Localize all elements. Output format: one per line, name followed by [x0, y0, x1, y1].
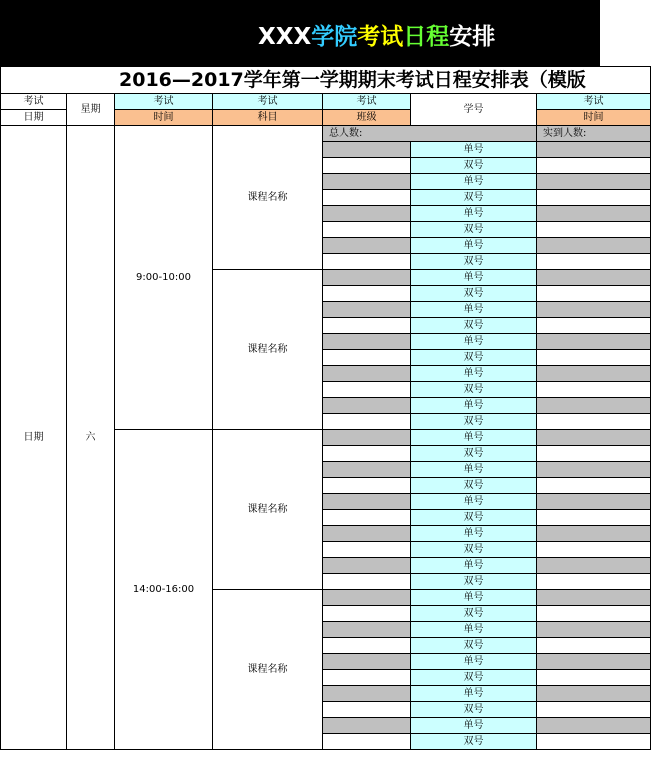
student-no-cell: 单号 — [411, 686, 537, 702]
student-no-cell: 双号 — [411, 638, 537, 654]
header-subject-top: 考试 — [213, 94, 323, 110]
header-time-bottom: 时间 — [115, 110, 213, 126]
exam-time-cell[interactable] — [537, 238, 651, 254]
student-no-cell: 单号 — [411, 302, 537, 318]
exam-time-cell[interactable] — [537, 494, 651, 510]
student-no-cell: 双号 — [411, 254, 537, 270]
class-cell[interactable] — [323, 254, 411, 270]
student-no-cell: 单号 — [411, 526, 537, 542]
class-cell[interactable] — [323, 734, 411, 750]
student-no-cell: 单号 — [411, 270, 537, 286]
exam-time-cell[interactable] — [537, 574, 651, 590]
exam-time-cell[interactable] — [537, 398, 651, 414]
class-cell[interactable] — [323, 222, 411, 238]
student-no-cell: 单号 — [411, 718, 537, 734]
student-no-cell: 单号 — [411, 590, 537, 606]
time-slot-cell: 14:00-16:00 — [115, 430, 213, 750]
student-no-cell: 双号 — [411, 702, 537, 718]
exam-time-cell[interactable] — [537, 414, 651, 430]
exam-time-cell[interactable] — [537, 382, 651, 398]
exam-time-cell[interactable] — [537, 334, 651, 350]
header-date-bottom: 日期 — [1, 110, 67, 126]
class-cell[interactable] — [323, 398, 411, 414]
class-cell[interactable] — [323, 334, 411, 350]
class-cell[interactable] — [323, 654, 411, 670]
student-no-cell: 双号 — [411, 734, 537, 750]
banner-title-xxx: XXX — [258, 24, 312, 50]
student-no-cell: 单号 — [411, 398, 537, 414]
exam-time-cell[interactable] — [537, 190, 651, 206]
exam-time-cell[interactable] — [537, 350, 651, 366]
class-cell[interactable] — [323, 382, 411, 398]
student-no-cell: 单号 — [411, 494, 537, 510]
class-cell[interactable] — [323, 350, 411, 366]
class-cell[interactable] — [323, 606, 411, 622]
class-cell[interactable] — [323, 302, 411, 318]
student-no-cell: 单号 — [411, 174, 537, 190]
banner-title-exam: 考试 — [357, 24, 404, 50]
banner-title-schedule: 日程 — [403, 24, 450, 50]
exam-time-cell[interactable] — [537, 174, 651, 190]
student-no-cell: 双号 — [411, 606, 537, 622]
header-time2-bottom: 时间 — [537, 110, 651, 126]
exam-time-cell[interactable] — [537, 542, 651, 558]
course-name-cell: 课程名称 — [213, 126, 323, 270]
student-no-cell: 单号 — [411, 206, 537, 222]
header-class-bottom: 班级 — [323, 110, 411, 126]
student-no-cell: 单号 — [411, 462, 537, 478]
exam-time-cell[interactable] — [537, 606, 651, 622]
class-cell[interactable] — [323, 686, 411, 702]
header-date-top: 考试 — [1, 94, 67, 110]
class-cell[interactable] — [323, 270, 411, 286]
student-no-cell: 单号 — [411, 654, 537, 670]
exam-time-cell[interactable] — [537, 558, 651, 574]
exam-time-cell[interactable] — [537, 622, 651, 638]
class-cell[interactable] — [323, 590, 411, 606]
student-no-cell: 双号 — [411, 478, 537, 494]
class-cell[interactable] — [323, 174, 411, 190]
weekday-cell: 六 — [67, 126, 115, 750]
student-no-cell: 双号 — [411, 670, 537, 686]
class-cell[interactable] — [323, 190, 411, 206]
student-no-cell: 双号 — [411, 382, 537, 398]
class-cell[interactable] — [323, 670, 411, 686]
banner-title-college: 学院 — [311, 24, 358, 50]
total-count-cell: 总人数: — [323, 126, 537, 142]
header-time-top: 考试 — [115, 94, 213, 110]
class-cell[interactable] — [323, 446, 411, 462]
exam-time-cell[interactable] — [537, 734, 651, 750]
student-no-cell: 双号 — [411, 286, 537, 302]
class-cell[interactable] — [323, 414, 411, 430]
banner-title — [258, 18, 495, 51]
exam-time-cell[interactable] — [537, 286, 651, 302]
student-no-cell: 单号 — [411, 430, 537, 446]
exam-time-cell[interactable] — [537, 718, 651, 734]
student-no-cell: 双号 — [411, 510, 537, 526]
class-cell[interactable] — [323, 542, 411, 558]
student-no-cell: 单号 — [411, 238, 537, 254]
exam-time-cell[interactable] — [537, 702, 651, 718]
student-no-cell: 单号 — [411, 366, 537, 382]
schedule-table — [0, 66, 651, 750]
course-name-cell: 课程名称 — [213, 430, 323, 590]
exam-time-cell[interactable] — [537, 206, 651, 222]
exam-time-cell[interactable] — [537, 302, 651, 318]
class-cell[interactable] — [323, 286, 411, 302]
exam-time-cell[interactable] — [537, 670, 651, 686]
class-cell[interactable] — [323, 622, 411, 638]
table-row — [1, 126, 651, 142]
student-no-cell: 单号 — [411, 558, 537, 574]
student-no-cell: 双号 — [411, 414, 537, 430]
exam-time-cell[interactable] — [537, 158, 651, 174]
time-slot-cell: 9:00-10:00 — [115, 126, 213, 430]
banner-title-arrange: 安排 — [449, 24, 496, 50]
exam-time-cell[interactable] — [537, 254, 651, 270]
schedule-sheet — [0, 66, 604, 763]
student-no-cell: 双号 — [411, 350, 537, 366]
class-cell[interactable] — [323, 510, 411, 526]
student-no-cell: 双号 — [411, 222, 537, 238]
exam-time-cell[interactable] — [537, 270, 651, 286]
exam-time-cell[interactable] — [537, 222, 651, 238]
student-no-cell: 单号 — [411, 142, 537, 158]
actual-count-cell: 实到人数: — [537, 126, 651, 142]
exam-time-cell[interactable] — [537, 318, 651, 334]
course-name-cell: 课程名称 — [213, 590, 323, 750]
exam-time-cell[interactable] — [537, 478, 651, 494]
exam-time-cell[interactable] — [537, 366, 651, 382]
class-cell[interactable] — [323, 718, 411, 734]
exam-time-cell[interactable] — [537, 430, 651, 446]
course-name-cell: 课程名称 — [213, 270, 323, 430]
exam-time-cell[interactable] — [537, 446, 651, 462]
class-cell[interactable] — [323, 558, 411, 574]
student-no-cell: 双号 — [411, 542, 537, 558]
class-cell[interactable] — [323, 526, 411, 542]
class-cell[interactable] — [323, 494, 411, 510]
exam-time-cell[interactable] — [537, 526, 651, 542]
class-cell[interactable] — [323, 366, 411, 382]
header-weekday: 星期 — [67, 94, 115, 126]
class-cell[interactable] — [323, 206, 411, 222]
student-no-cell: 单号 — [411, 334, 537, 350]
class-cell[interactable] — [323, 702, 411, 718]
header-subject-bottom: 科目 — [213, 110, 323, 126]
class-cell[interactable] — [323, 158, 411, 174]
student-no-cell: 双号 — [411, 190, 537, 206]
exam-time-cell[interactable] — [537, 462, 651, 478]
class-cell[interactable] — [323, 238, 411, 254]
exam-time-cell[interactable] — [537, 510, 651, 526]
class-cell[interactable] — [323, 478, 411, 494]
class-cell[interactable] — [323, 574, 411, 590]
student-no-cell: 双号 — [411, 158, 537, 174]
exam-time-cell[interactable] — [537, 638, 651, 654]
header-time2-top: 考试 — [537, 94, 651, 110]
exam-time-cell[interactable] — [537, 686, 651, 702]
banner — [0, 0, 600, 66]
class-cell[interactable] — [323, 430, 411, 446]
student-no-cell: 双号 — [411, 446, 537, 462]
student-no-cell: 单号 — [411, 622, 537, 638]
exam-time-cell[interactable] — [537, 142, 651, 158]
header-class-top: 考试 — [323, 94, 411, 110]
student-no-cell: 双号 — [411, 318, 537, 334]
date-cell: 日期 — [1, 126, 67, 750]
exam-time-cell[interactable] — [537, 590, 651, 606]
exam-time-cell[interactable] — [537, 654, 651, 670]
header-student-no: 学号 — [411, 94, 537, 126]
class-cell[interactable] — [323, 142, 411, 158]
class-cell[interactable] — [323, 638, 411, 654]
class-cell[interactable] — [323, 462, 411, 478]
class-cell[interactable] — [323, 318, 411, 334]
sheet-title: 2016—2017学年第一学期期末考试日程安排表（模版 — [1, 67, 651, 94]
student-no-cell: 双号 — [411, 574, 537, 590]
